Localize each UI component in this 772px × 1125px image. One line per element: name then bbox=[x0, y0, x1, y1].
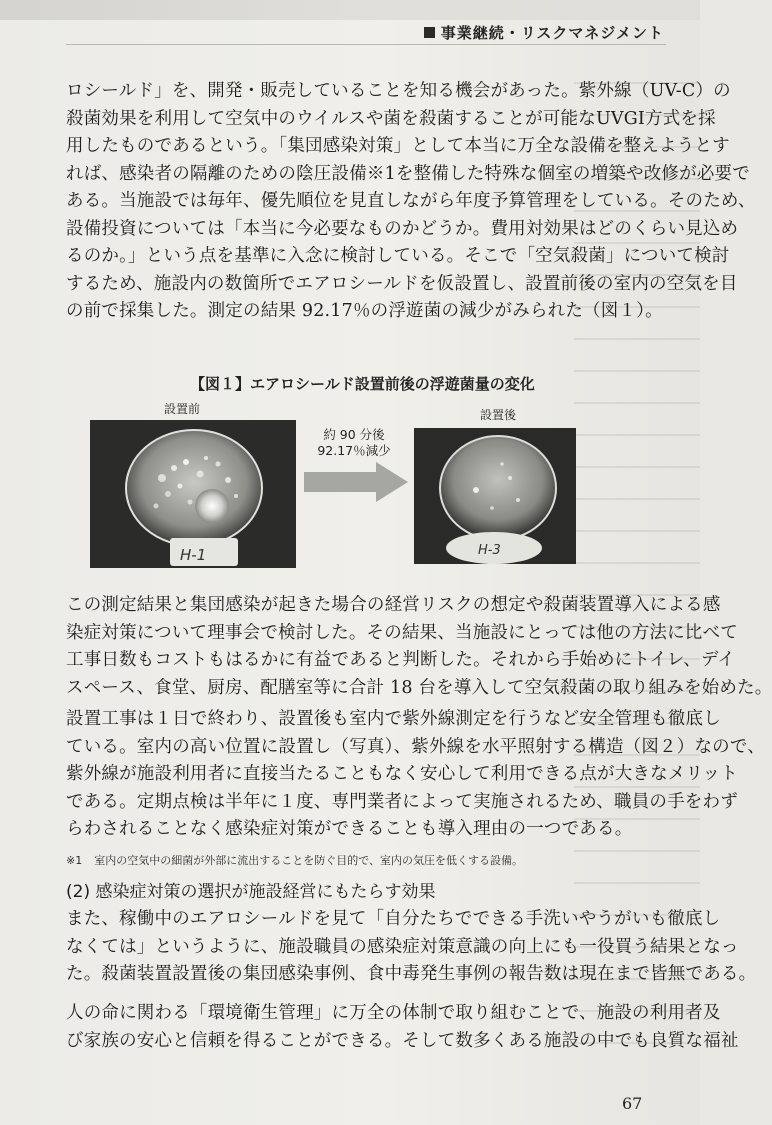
text-line: 設置工事は１日で終わり、設置後も室内で紫外線測定を行うなど安全管理も徹底し bbox=[66, 709, 721, 729]
footnote bbox=[66, 852, 523, 868]
section-heading: (2) 感染症対策の選択が施設経営にもたらす効果 bbox=[66, 882, 436, 902]
text-line: び家族の安心と信頼を得ることができる。そして数多くある施設の中でも良質な福祉 bbox=[66, 1030, 739, 1051]
text-line: 用したものであるという。「集団感染対策」として本当に万全な設備を整えようとす bbox=[66, 136, 730, 156]
text-line: るのか。」という点を基準に入念に検討している。そこで「空気殺菌」について検討 bbox=[66, 246, 730, 266]
paragraph-5 bbox=[66, 1000, 739, 1055]
paragraph-1 bbox=[66, 78, 756, 326]
header-rule bbox=[66, 44, 666, 45]
footnote-mark: ※1 bbox=[66, 854, 83, 867]
text-line: ある。当施設では毎年、優先順位を見直しながら年度予算管理をしている。そのため、 bbox=[66, 191, 756, 211]
text-line: た。殺菌装置設置後の集団感染事例、食中毒発生事例の報告数は現在まで皆無である。 bbox=[66, 964, 757, 984]
text-line: 殺菌効果を利用して空気中のウイルスや菌を殺菌することが可能なUVGI方式を採 bbox=[66, 108, 716, 129]
change-percent: 92.17％減少 bbox=[317, 443, 391, 458]
figure-title: 【図１】エアロシールド設置前後の浮遊菌量の変化 bbox=[190, 375, 535, 393]
paragraph-4 bbox=[66, 906, 757, 989]
change-time: 約 90 分後 bbox=[323, 427, 385, 442]
text-line: また、稼働中のエアロシールドを見て「自分たちでできる手洗いやうがいも徹底し bbox=[66, 909, 721, 929]
text-line: なくては」というように、施設職員の感染症対策意識の向上にも一役買う結果となっ bbox=[66, 936, 739, 957]
text-line: らわされることなく感染症対策ができることも導入理由の一つである。 bbox=[66, 819, 633, 839]
running-header bbox=[424, 22, 664, 43]
text-line: するため、施設内の数箇所でエアロシールドを仮設置し、設置前後の室内の空気を目 bbox=[66, 273, 738, 294]
text-line: 設備投資については「本当に今必要なものかどうか。費用対効果はどのくらい見込め bbox=[66, 218, 739, 239]
dish-label-before: H-1 bbox=[180, 546, 207, 564]
text-line: である。定期点検は半年に１度、専門業者によって実施されるため、職員の手をわず bbox=[66, 791, 738, 812]
square-bullet-icon bbox=[424, 27, 435, 38]
figure-label-before: 設置前 bbox=[164, 402, 201, 416]
page-number: 67 bbox=[622, 1094, 643, 1113]
text-line: れば、感染者の隔離のための陰圧設備※1を整備した特殊な個室の増築や改修が必要で bbox=[66, 163, 750, 184]
text-line: この測定結果と集団感染が起きた場合の経営リスクの想定や殺菌装置導入による感 bbox=[66, 595, 721, 615]
running-header-title: 事業継続・リスクマネジメント bbox=[440, 24, 664, 42]
figure-label-after: 設置後 bbox=[480, 408, 517, 422]
text-line: の前で採集した。測定の結果 92.17％の浮遊菌の減少がみられた（図１）。 bbox=[66, 301, 663, 321]
text-line: ている。室内の高い位置に設置し（写真）、紫外線を水平照射する構造（図２）なので、 bbox=[66, 736, 765, 757]
footnote-text: 室内の空気中の細菌が外部に流出することを防ぐ目的で、室内の気圧を低くする設備。 bbox=[94, 854, 523, 867]
text-line: スペース、食堂、厨房、配膳室等に合計 18 台を導入して空気殺菌の取り組みを始めた。 bbox=[66, 677, 772, 698]
paragraph-3 bbox=[66, 706, 765, 844]
right-arrow-icon bbox=[304, 462, 408, 502]
dish-label-after: H-3 bbox=[478, 543, 501, 558]
paragraph-2 bbox=[66, 592, 772, 702]
text-line: 人の命に関わる「環境衛生管理」に万全の体制で取り組むことで、施設の利用者及 bbox=[66, 1003, 721, 1023]
petri-dish-photo-after bbox=[414, 428, 576, 564]
text-line: 紫外線が施設利用者に直接当たることもなく安心して利用できる点が大きなメリット bbox=[66, 764, 738, 784]
change-annotation bbox=[304, 427, 404, 459]
header-bar bbox=[0, 0, 700, 20]
text-line: 染症対策について理事会で検討した。その結果、当施設にとっては他の方法に比べて bbox=[66, 622, 738, 643]
text-line: ロシールド」を、開発・販売していることを知る機会があった。紫外線（UV-C）の bbox=[66, 81, 731, 101]
text-line: 工事日数もコストもはるかに有益であると判断した。それから手始めにトイレ、デイ bbox=[66, 650, 736, 670]
petri-dish-photo-before bbox=[90, 420, 296, 568]
